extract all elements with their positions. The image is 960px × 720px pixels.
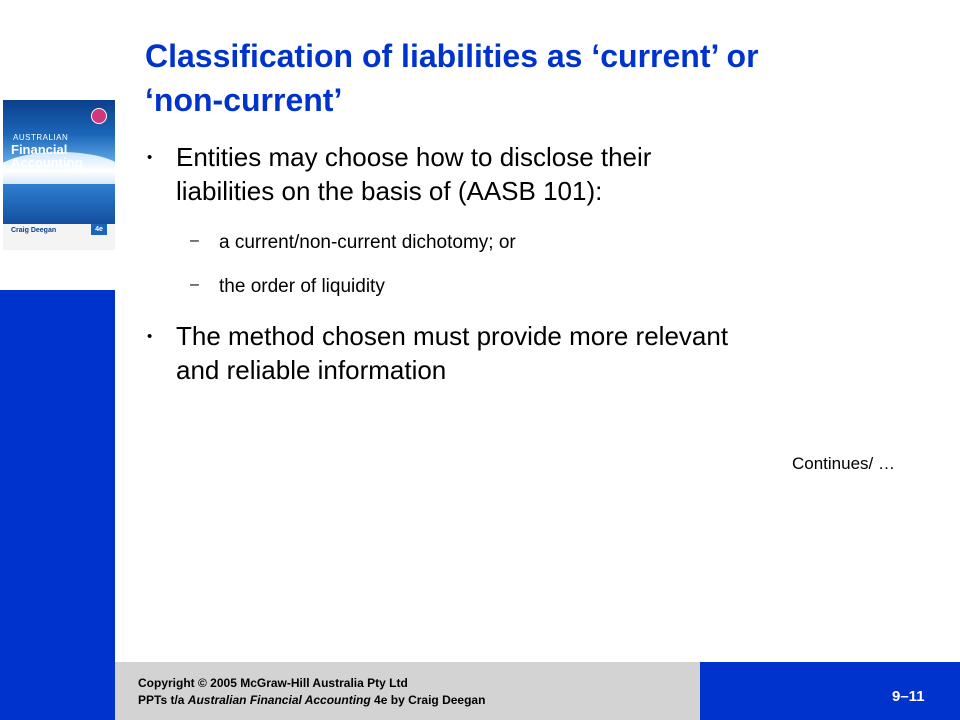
slide-title-line-2: ‘non-current’: [145, 82, 343, 118]
book-cover-image: [3, 100, 115, 250]
ppts-suffix: 4e by Craig Deegan: [370, 693, 486, 707]
continues-note: Continues/ …: [792, 454, 895, 473]
bullet-2-line-2: and reliable information: [176, 355, 447, 385]
ppts-line: [138, 692, 485, 709]
bullet-text-2: [176, 319, 936, 387]
cover-series: AUSTRALIAN: [13, 133, 69, 142]
bullet-1-line-1: Entities may choose how to disclose their: [176, 142, 652, 172]
cover-edition: 4e: [91, 224, 107, 235]
bullet-2-line-1: The method chosen must provide more relevant: [176, 321, 729, 351]
cover-author: Craig Deegan: [11, 227, 57, 234]
copyright-line: Copyright © 2005 McGraw-Hill Australia Pty Ltd: [138, 676, 408, 690]
bullet-icon: •: [147, 149, 153, 166]
bullet-icon: •: [147, 328, 153, 345]
dash-icon: –: [190, 232, 199, 249]
publisher-logo-icon: [91, 108, 107, 124]
sub-bullet-2: the order of liquidity: [219, 276, 385, 297]
dash-icon: –: [190, 276, 199, 293]
left-top-strip: [0, 0, 115, 102]
slide-number: 9–11: [892, 688, 925, 705]
ppts-book-title: Australian Financial Accounting: [187, 693, 371, 707]
cover-title-1: Financial: [11, 142, 68, 157]
sub-bullet-1: a current/non-current dichotomy; or: [219, 232, 516, 253]
bullet-text-1: [176, 140, 936, 208]
slide-title-line-1: Classification of liabilities as ‘current’ or: [145, 38, 759, 74]
cover-title-2: Accounting: [11, 155, 83, 170]
ppts-prefix: PPTs t/a: [138, 693, 188, 707]
footer-copyright: [138, 675, 485, 709]
bullet-1-line-2: liabilities on the basis of (AASB 101):: [176, 176, 603, 206]
cover-water: [3, 184, 115, 224]
slide-title: [145, 34, 945, 122]
